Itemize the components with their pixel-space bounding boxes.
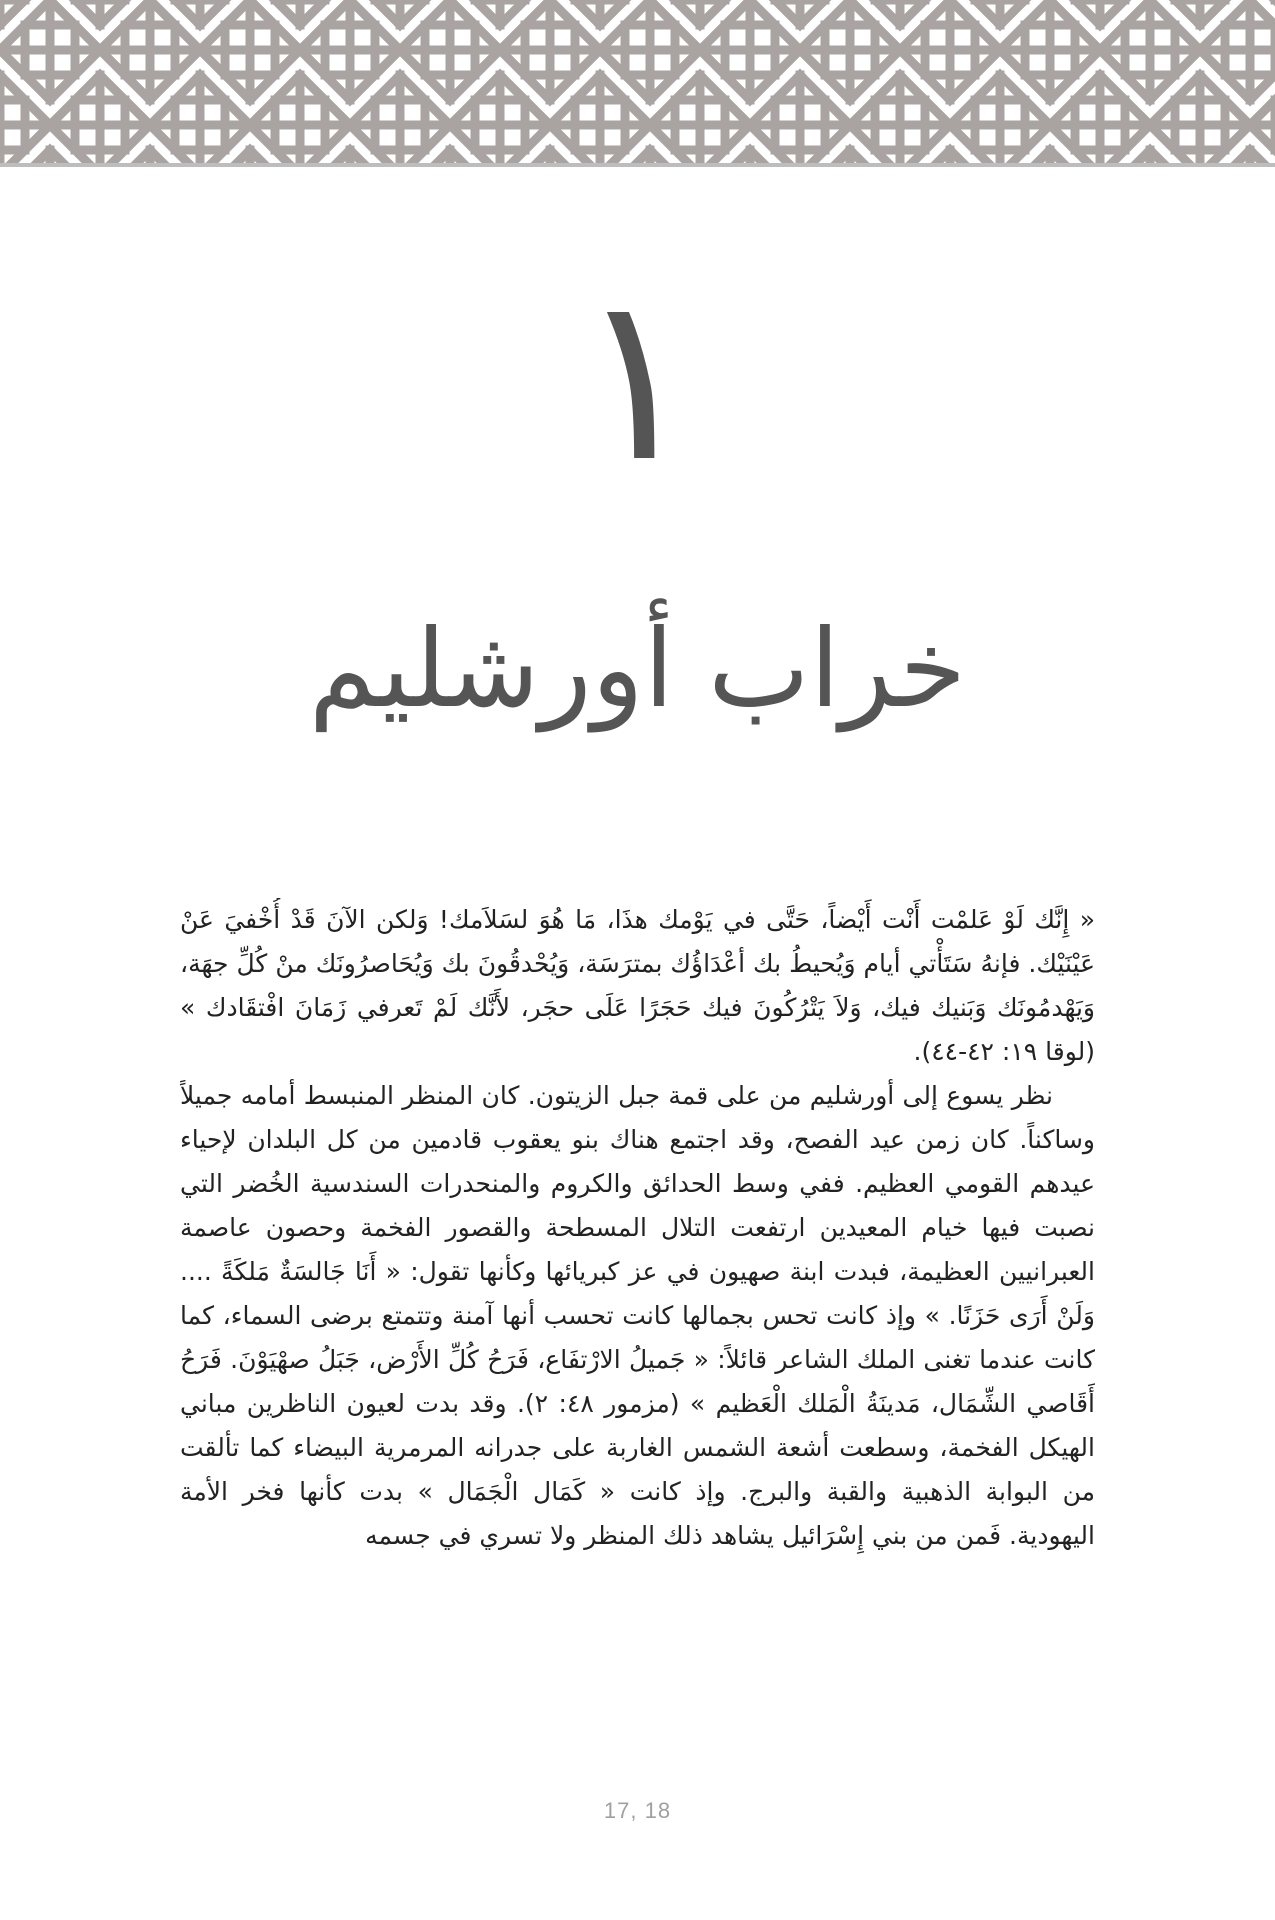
chapter-number: ١ — [575, 246, 700, 513]
opening-quote-paragraph: « إِنَّك لَوْ عَلمْت أَنْت أَيْضاً، حَتَّى في يَوْمك هذَا، مَا هُوَ لسَلاَمك! وَلكن الآنَ قَدْ أُخْفيَ عَنْ عَيْنَيْك. فإنهُ سَتَأْتي أيام وَيُحيطُ بك أعْدَاؤُك بمترَسَة، وَيُحْدقُونَ بك وَيُحَاصرُونَك منْ كُلِّ جهَة، وَيَهْدمُونَك وَبَنيك فيك، وَلاَ يَتْرُكُونَ فيك حَجَرًا عَلَى حجَر، لأَنَّك لَمْ تَعرفي زَمَانَ افْتقَادك » (لوقا ١٩: ٤٢-٤٤). — [180, 905, 1095, 1066]
header-pattern-band — [0, 0, 1275, 163]
header-divider — [0, 163, 1275, 167]
geometric-lattice-pattern-icon — [0, 0, 1275, 163]
chapter-title: خراب أورشليم — [308, 607, 967, 732]
chapter-body — [180, 898, 1095, 1778]
body-paragraph: نظر يسوع إلى أورشليم من على قمة جبل الزيتون. كان المنظر المنبسط أمامه جميلاً وساكناً. كان زمن عيد الفصح، وقد اجتمع هناك بنو يعقوب قادمين من كل البلدان لإحياء عيدهم القومي العظيم. ففي وسط الحدائق والكروم والمنحدرات السندسية الخُضر التي نصبت فيها خيام المعيدين ارتفعت التلال المسطحة والقصور الفخمة وحصون عاصمة العبرانيين العظيمة، فبدت ابنة صهيون في عز كبريائها وكأنها تقول: « أَنَا جَالسَةٌ مَلكَةً .... وَلَنْ أَرَى حَزَنًا. » وإذ كانت تحس بجمالها كانت تحسب أنها آمنة وتتمتع برضى السماء، كما كانت عندما تغنى الملك الشاعر قائلاً: « جَميلُ الارْتفَاع، فَرَحُ كُلِّ الأَرْض، جَبَلُ صهْيَوْنَ. فَرَحُ أَقَاصي الشِّمَال، مَدينَةُ الْمَلك الْعَظيم » (مزمور ٤٨: ٢). وقد بدت لعيون الناظرين مباني الهيكل الفخمة، وسطعت أشعة الشمس الغاربة على جدرانه المرمرية البيضاء كما تألقت من البوابة الذهبية والقبة والبرج. وإذ كانت « كَمَال الْجَمَال » بدت كأنها فخر الأمة اليهودية. فَمن من بني إِسْرَائيل يشاهد ذلك المنظر ولا تسري في جسمه — [180, 1081, 1095, 1550]
page-number: 17, 18 — [603, 1798, 672, 1823]
